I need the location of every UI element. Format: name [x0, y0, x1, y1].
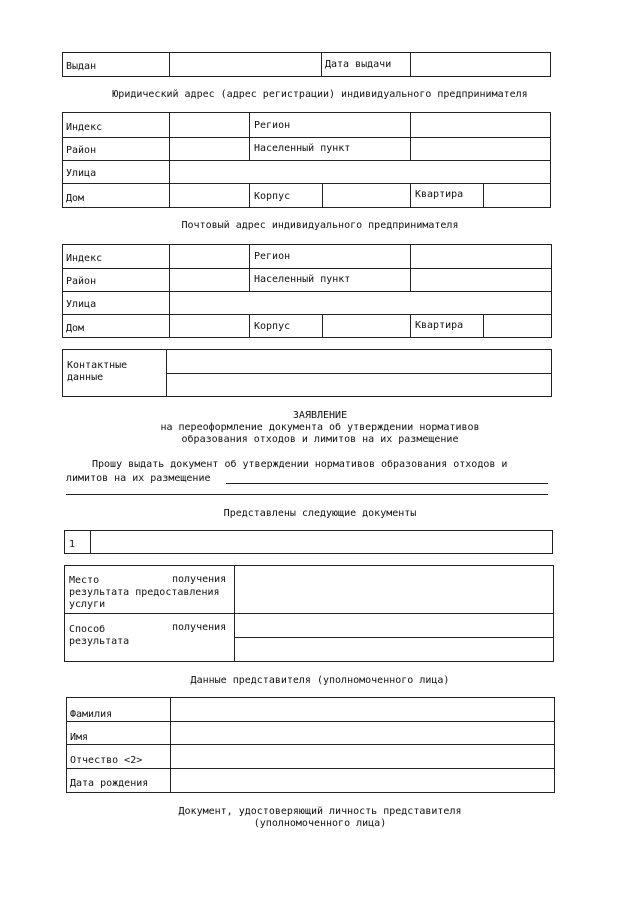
legal-street-label: Улица: [66, 168, 97, 179]
method-field-2[interactable]: [235, 638, 553, 661]
request-line-2[interactable]: [66, 494, 548, 495]
request-text-line1: Прошу выдать документ об утверждении нормативов образования отходов и: [92, 459, 508, 470]
issued-by-field[interactable]: [170, 53, 320, 76]
postal-address-heading: Почтовый адрес индивидуального предпринимателя: [181, 220, 459, 231]
legal-region-field[interactable]: [411, 113, 550, 136]
method-field-1[interactable]: [235, 614, 553, 636]
issue-date-label: Дата выдачи: [325, 59, 392, 70]
postal-street-field[interactable]: [170, 292, 551, 313]
postal-region-label: Регион: [254, 251, 291, 262]
legal-index-label: Индекс: [66, 122, 103, 133]
col-line: [249, 314, 250, 338]
patronymic-field[interactable]: [171, 745, 554, 767]
name-label: Имя: [70, 732, 89, 743]
birth-date-label: Дата рождения: [70, 778, 149, 789]
place-label-2: результата предоставления: [69, 587, 220, 598]
postal-region-field[interactable]: [411, 245, 551, 267]
document-row-field[interactable]: [91, 531, 552, 553]
legal-apartment-label: Квартира: [415, 189, 464, 200]
col-line: [410, 314, 411, 338]
legal-house-field[interactable]: [170, 184, 248, 207]
legal-locality-label: Населенный пункт: [254, 143, 351, 154]
application-subtitle-1: на переоформление документа об утверждении нормативов: [160, 422, 480, 433]
legal-district-label: Район: [66, 145, 97, 156]
postal-index-label: Индекс: [66, 253, 103, 264]
representative-heading: Данные представителя (уполномоченного лица): [190, 675, 450, 686]
legal-index-field[interactable]: [170, 113, 248, 136]
surname-label: Фамилия: [70, 709, 113, 720]
rep-document-heading-1: Документ, удостоверяющий личность представителя: [178, 806, 462, 817]
legal-street-field[interactable]: [170, 161, 550, 182]
postal-house-label: Дом: [66, 323, 85, 334]
col-line: [410, 183, 411, 208]
method-label-1a: Способ: [69, 624, 106, 635]
patronymic-label: Отчество <2>: [70, 755, 143, 766]
application-subtitle-2: образования отходов и лимитов на их размещение: [181, 434, 459, 445]
col-line: [249, 183, 250, 208]
legal-building-field[interactable]: [323, 184, 409, 207]
contacts-field-1[interactable]: [167, 350, 551, 372]
name-field[interactable]: [171, 722, 554, 743]
legal-address-heading: Юридический адрес (адрес регистрации) индивидуального предпринимателя: [112, 89, 528, 100]
contacts-label-line1: Контактные: [67, 360, 128, 371]
col-line: [249, 244, 250, 291]
contacts-label-line2: данные: [67, 372, 104, 383]
postal-building-field[interactable]: [323, 315, 409, 337]
document-row-number: 1: [69, 539, 76, 550]
request-line-1[interactable]: [226, 483, 548, 484]
postal-district-label: Район: [66, 276, 97, 287]
documents-heading: Представлены следующие документы: [223, 508, 417, 519]
postal-apartment-label: Квартира: [415, 320, 464, 331]
postal-apartment-field[interactable]: [484, 315, 551, 337]
birth-date-field[interactable]: [171, 769, 554, 792]
legal-house-label: Дом: [66, 193, 85, 204]
legal-building-label: Корпус: [254, 191, 291, 202]
postal-district-field[interactable]: [170, 269, 248, 290]
rep-document-heading-2: (уполномоченного лица): [253, 818, 387, 829]
application-title: ЗАЯВЛЕНИЕ: [292, 410, 348, 421]
place-label-1b: получения: [172, 574, 227, 585]
surname-field[interactable]: [171, 698, 554, 720]
postal-locality-field[interactable]: [411, 269, 551, 290]
postal-locality-label: Населенный пункт: [254, 274, 351, 285]
legal-region-label: Регион: [254, 120, 291, 131]
issued-label: Выдан: [66, 61, 97, 72]
col-line: [249, 112, 250, 160]
postal-index-field[interactable]: [170, 245, 248, 267]
legal-apartment-field[interactable]: [484, 184, 550, 207]
row-line: [62, 314, 552, 315]
postal-building-label: Корпус: [254, 321, 291, 332]
postal-street-label: Улица: [66, 299, 97, 310]
contacts-field-2[interactable]: [167, 374, 551, 396]
issue-date-field[interactable]: [411, 53, 550, 76]
legal-locality-field[interactable]: [411, 138, 550, 159]
place-field[interactable]: [235, 566, 553, 612]
place-label-1a: Место: [69, 575, 100, 586]
row-line: [62, 183, 551, 184]
request-text-line2: лимитов на их размещение: [66, 473, 211, 484]
place-label-3: услуги: [69, 599, 106, 610]
method-label-1b: получения: [172, 622, 227, 633]
postal-house-field[interactable]: [170, 315, 248, 337]
method-label-2: результата: [69, 636, 130, 647]
issued-divider: [321, 52, 322, 77]
legal-district-field[interactable]: [170, 138, 248, 159]
